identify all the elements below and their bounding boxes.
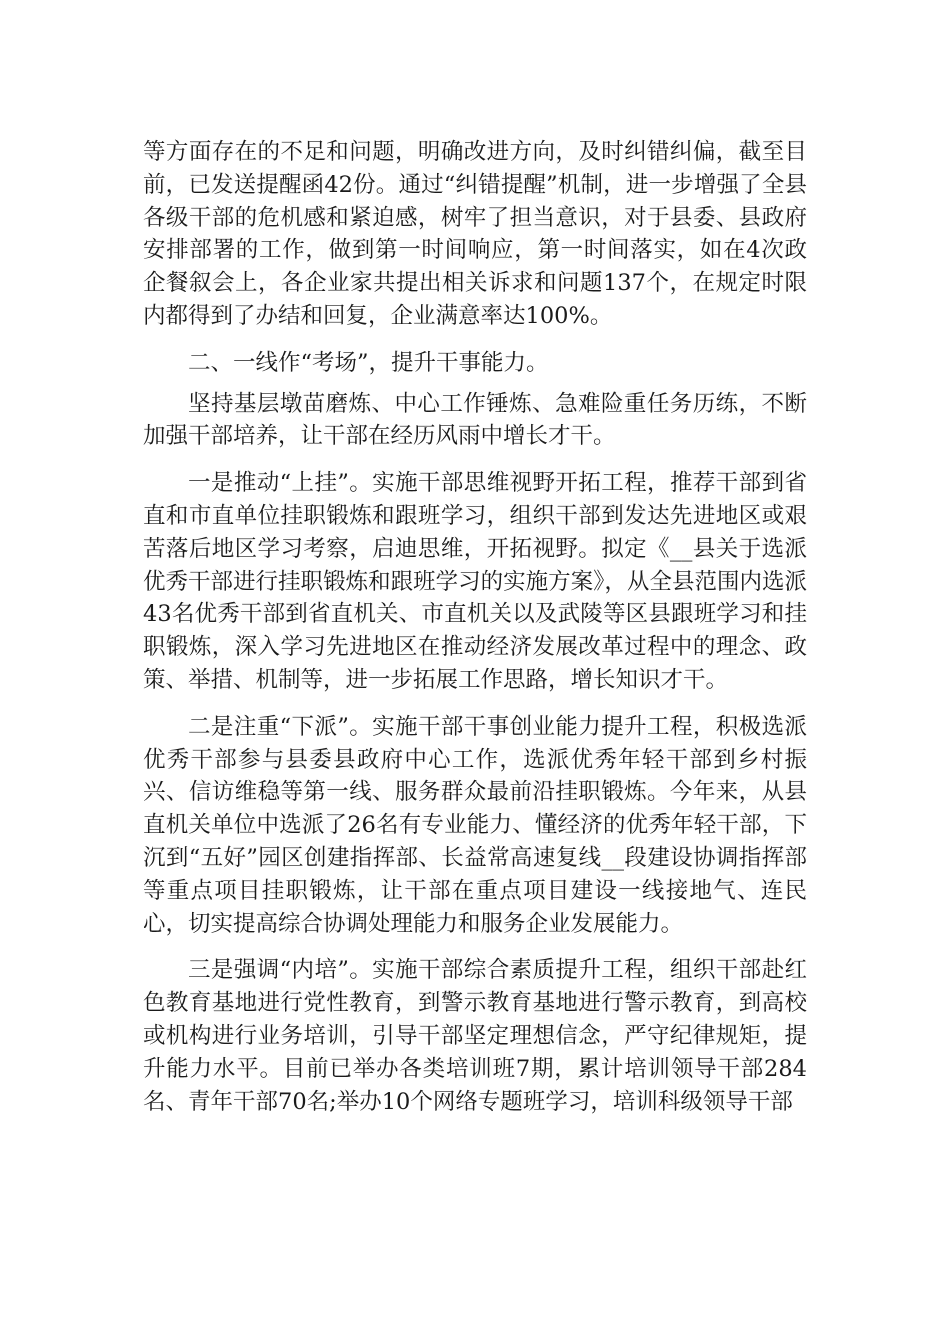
paragraph-intro: 坚持基层墩苗磨炼、中心工作锤炼、急难险重任务历练，不断加强干部培养，让干部在经历风雨中增长才干。 — [143, 390, 807, 450]
section-heading: 二、一线作“考场”，提升干事能力。 — [188, 349, 549, 376]
paragraph-item-3: 三是强调“内培”。实施干部综合素质提升工程，组织干部赴红色教育基地进行党性教育，到警示教育基地进行警示教育，到高校或机构进行业务培训，引导干部坚定理想信念，严守纪律规矩，提升能力水平。目前已举办各类培训班7期，累计培训领导干部284名、青年干部70名;举办10个网络专题班学习，培训科级领导干部 — [143, 957, 807, 1115]
document-body — [143, 136, 807, 1132]
paragraph-item-2: 二是注重“下派”。实施干部干事创业能力提升工程，积极选派优秀干部参与县委县政府中心工作，选派优秀年轻干部到乡村振兴、信访维稳等第一线、服务群众最前沿挂职锻炼。今年来，从县直机关单位中选派了26名有专业能力、懂经济的优秀年轻干部，下沉到“五好”园区创建指挥部、长益常高速复线__段建设协调指挥部等重点项目挂职锻炼，让干部在重点项目建设一线接地气、连民心，切实提高综合协调处理能力和服务企业发展能力。 — [143, 713, 807, 937]
paragraph-continuation: 等方面存在的不足和问题，明确改进方向，及时纠错纠偏，截至目前，已发送提醒函42份。通过“纠错提醒”机制，进一步增强了全县各级干部的危机感和紧迫感，树牢了担当意识，对于县委、县政府安排部署的工作，做到第一时间响应，第一时间落实，如在4次政企餐叙会上，各企业家共提出相关诉求和问题137个，在规定时限内都得到了办结和回复，企业满意率达100%。 — [143, 139, 807, 329]
paragraph-item-1: 一是推动“上挂”。实施干部思维视野开拓工程，推荐干部到省直和市直单位挂职锻炼和跟班学习，组织干部到发达先进地区或艰苦落后地区学习考察，启迪思维，开拓视野。拟定《__县关于选派优秀干部进行挂职锻炼和跟班学习的实施方案》，从全县范围内选派43名优秀干部到省直机关、市直机关以及武陵等区县跟班学习和挂职锻炼，深入学习先进地区在推动经济发展改革过程中的理念、政策、举措、机制等，进一步拓展工作思路，增长知识才干。 — [143, 470, 807, 693]
